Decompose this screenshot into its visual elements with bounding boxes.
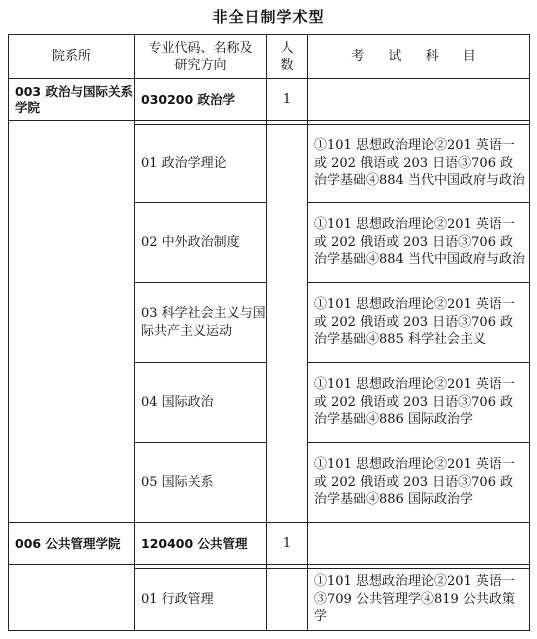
header-major-line1: 专业代码、名称及 [148, 40, 253, 56]
exam-cell: ①101 思想政治理论②201 英语一或 202 俄语或 203 日语③706 政治学基础④884 当代中国政府与政治 [308, 125, 530, 203]
major-cell: 120400 公共管理 [135, 523, 267, 565]
table-row [9, 569, 530, 631]
table-row [9, 79, 530, 121]
header-major-line2: 研究方向 [174, 57, 227, 73]
exam-cell: ①101 思想政治理论②201 英语一或 202 俄语或 203 日语③706 政治学基础④885 科学社会主义 [308, 283, 530, 363]
header-count [267, 35, 308, 79]
table-row [9, 523, 530, 565]
exam-cell: ①101 思想政治理论②201 英语一③709 公共管理学④819 公共政策学 [308, 569, 530, 631]
count-blank-cell [267, 125, 308, 523]
exam-cell [308, 523, 530, 565]
exam-cell: ①101 思想政治理论②201 英语一或 202 俄语或 203 日语③706 政治学基础④884 当代中国政府与政治 [308, 203, 530, 283]
page-title: 非全日制学术型 [212, 8, 325, 26]
direction-cell: 01 行政管理 [135, 569, 267, 631]
table-header-row [9, 35, 530, 79]
exam-cell: ①101 思想政治理论②201 英语一或 202 俄语或 203 日语③706 政治学基础④886 国际政治学 [308, 443, 530, 523]
header-exam: 考 试 科 目 [308, 35, 530, 79]
header-dept: 院系所 [9, 35, 135, 79]
header-major [135, 35, 267, 79]
direction-cell: 01 政治学理论 [135, 125, 267, 203]
table-row [9, 125, 530, 203]
header-count-line1: 人 [280, 40, 294, 56]
major-cell: 030200 政治学 [135, 79, 267, 121]
program-table [8, 34, 530, 631]
direction-cell: 05 国际关系 [135, 443, 267, 523]
dept-cell: 003 政治与国际关系学院 [9, 79, 135, 121]
dept-blank-cell [9, 125, 135, 523]
header-count-line2: 数 [280, 57, 294, 73]
dept-cell: 006 公共管理学院 [9, 523, 135, 565]
count-blank-cell [267, 569, 308, 631]
direction-cell: 03 科学社会主义与国际共产主义运动 [135, 283, 267, 363]
count-cell: 1 [267, 79, 308, 121]
dept-blank-cell [9, 569, 135, 631]
exam-cell [308, 79, 530, 121]
exam-cell: ①101 思想政治理论②201 英语一或 202 俄语或 203 日语③706 政治学基础④886 国际政治学 [308, 363, 530, 443]
direction-cell: 02 中外政治制度 [135, 203, 267, 283]
count-cell: 1 [267, 523, 308, 565]
direction-cell: 04 国际政治 [135, 363, 267, 443]
